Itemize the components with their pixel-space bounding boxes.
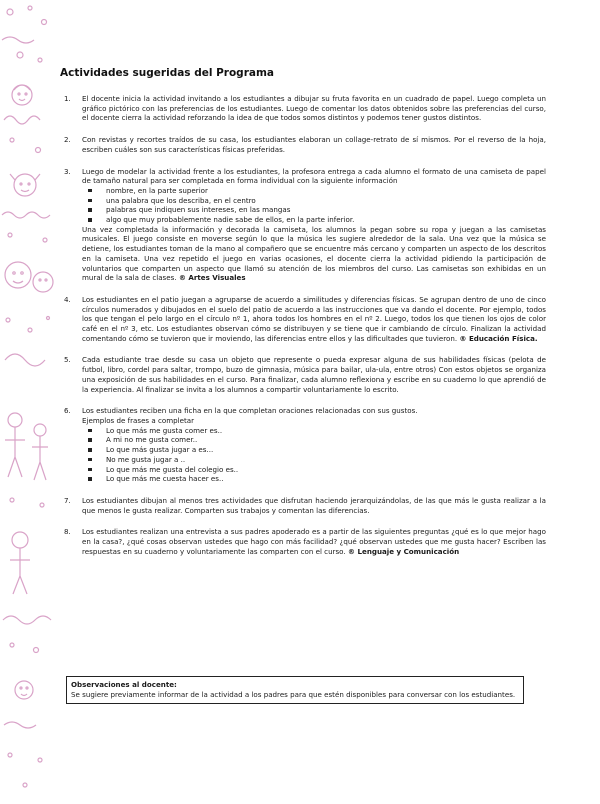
- activity-intro-2: Ejemplos de frases a completar: [82, 415, 195, 425]
- activity-number: 5.: [64, 355, 71, 365]
- activity-text: Con revistas y recortes traídos de su casa, los estudiantes elaboran un collage-retrato de sí mismos. Por el reverso de la hoja, escriben cuáles son sus características físicas preferidas.: [82, 135, 546, 154]
- activity-text: El docente inicia la actividad invitando a los estudiantes a dibujar su fruta favorita en un cuadrado de papel. Luego completa un gráfico pictórico con las preferencias de los estudiantes. Luego de comentar los datos obtenidos sobre las preferencias del curso, el docente cierra la actividad reforzando la idea de que todos somos distintos y podemos tener gustos distintos.: [82, 94, 546, 123]
- children-illustration: [0, 0, 55, 800]
- activity-text: Los estudiantes dibujan al menos tres actividades que disfrutan haciendo jerarquizándolas, de las que más le gusta realizar a la que menos le gusta realizar. Comparten sus trabajos y comentan las diferencias.: [82, 495, 546, 515]
- activity-outro: Una vez completada la información y decorada la camiseta, los alumnos la pegan sobre su ropa y juegan a las camisetas musicales. El juego consiste en moverse según lo que la música les sugiere alrededor de la sala. Una vez que la música se detiene, los estudiantes toman de la mano al compañero que se encuentre más cercano y comparten un aspecto de los descritos en la camiseta. Una vez repetido el juego en varias ocasiones, el docente cierra la actividad pidiendo la participación de voluntarios que comparten un aspecto que llamó su atención de los miembros del curso. Las camisetas son exhibidas en un mural de la sala de clases.: [82, 224, 546, 283]
- page-title: Actividades sugeridas del Programa: [60, 67, 274, 79]
- list-item: Lo que más me gusta comer es..: [86, 426, 546, 436]
- list-item: Lo que más me gusta del colegio es..: [86, 465, 546, 475]
- bullet-list: [82, 186, 546, 225]
- activity-text: Los estudiantes realizan una entrevista a sus padres apoderado es a partir de las siguientes preguntas ¿qué es lo que mejor hago en la casa?, ¿qué cosas observan ustedes que hago con más facilidad? ¿qué observan ustedes que me gusta hacer? Escriben las respuestas en su cuaderno y voluntariamente las comparten con el curso.: [82, 527, 546, 556]
- list-item: No me gusta jugar a ..: [86, 455, 546, 465]
- activity-1: [60, 94, 546, 123]
- activity-text: Cada estudiante trae desde su casa un objeto que represente o pueda expresar alguna de sus habilidades físicas (pelota de futbol, libro, cordel para saltar, trompo, buzo de gimnasia, música para bailar, ula-ula, entre otros) Con estos objetos se organiza una exposición de sus habilidades en el curso. Para finalizar, cada alumno reflexiona y escribe en su cuaderno lo que aprendió de la experiencia. Al finalizar se invita a los alumnos a compartir voluntariamente lo escrito.: [82, 355, 546, 394]
- list-item: A mi no me gusta comer..: [86, 435, 546, 445]
- list-item: Lo que más me cuesta hacer es..: [86, 474, 546, 484]
- activity-intro: Luego de modelar la actividad frente a los estudiantes, la profesora entrega a cada alumno el formato de una camiseta de papel de tamaño natural para ser completada en forma individual con la siguiente información: [82, 166, 546, 186]
- list-item: algo que muy probablemente nadie sabe de ellos, en la parte inferior.: [86, 215, 546, 225]
- activity-text: Los estudiantes en el patio juegan a agruparse de acuerdo a similitudes y diferencias físicas. Se agrupan dentro de uno de cinco círculos numerados y dibujados en el suelo del patio de acuerdo a las instrucciones que va dando el docente. Por ejemplo, todos los que tengan el pelo largo en el círculo nº 1, ahora todos los hombres en el nº 2. Luego, todos los que tienen los ojos de color café en el nº 3, etc. Los estudiantes observan cómo se distribuyen y se tiene que ir cambiando de círculo. Finalizan la actividad comentando cómo se tuvieron que ir moviendo, las diferencias entre ellos y las dificultades que tuvieron.: [82, 294, 546, 343]
- activity-number: 1.: [64, 94, 71, 103]
- subject-link: ® Educación Física.: [459, 333, 538, 343]
- observations-text: Se sugiere previamente informar de la actividad a los padres para que estén disponibles para conversar con los estudiantes.: [71, 689, 516, 699]
- activity-number: 7.: [64, 495, 71, 505]
- list-item: Lo que más gusta jugar a es...: [86, 445, 546, 455]
- decorative-sidebar: [0, 0, 55, 800]
- activity-number: 6.: [64, 406, 71, 416]
- activity-intro: Los estudiantes reciben una ficha en la que completan oraciones relacionadas con sus gustos.: [82, 406, 418, 416]
- activity-5: [60, 355, 546, 394]
- activity-6: [60, 406, 546, 484]
- list-item: palabras que indiquen sus intereses, en las mangas: [86, 205, 546, 215]
- activity-number: 3.: [64, 166, 71, 176]
- subject-link: ® Artes Visuales: [178, 273, 246, 283]
- bullet-list: [82, 426, 546, 484]
- observations-title: Observaciones al docente:: [71, 680, 177, 689]
- activity-2: [60, 135, 546, 154]
- teacher-observations-box: [66, 676, 524, 704]
- activity-number: 2.: [64, 135, 71, 145]
- activity-7: [60, 496, 546, 515]
- activity-number: 8.: [64, 527, 71, 537]
- list-item: una palabra que los describa, en el centro: [86, 196, 546, 206]
- activities-content: [60, 66, 546, 568]
- list-item: nombre, en la parte superior: [86, 186, 546, 196]
- activity-3: [60, 167, 546, 283]
- activity-number: 4.: [64, 294, 71, 304]
- subject-link: ® Lenguaje y Comunicación: [347, 546, 460, 556]
- activity-4: [60, 295, 546, 344]
- activity-8: [60, 527, 546, 556]
